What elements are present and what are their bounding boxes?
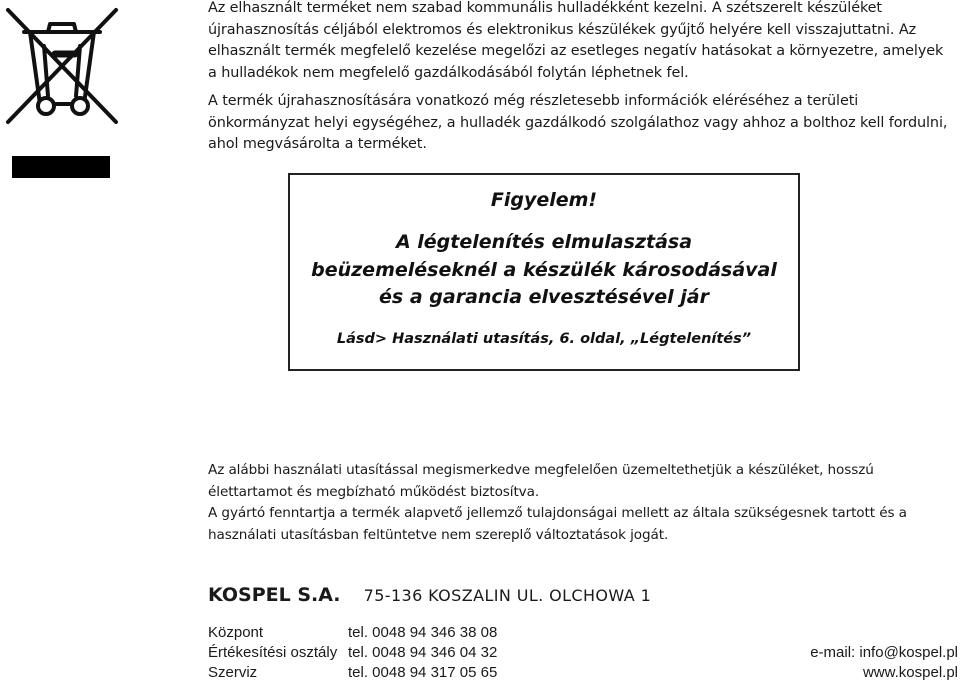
company-address: 75-136 KOSZALIN UL. OLCHOWA 1 (363, 586, 652, 605)
contact-label: Értékesítési osztály (208, 644, 338, 661)
recycling-paragraph-1: Az elhasznált terméket nem szabad kommunális hulladékként kezelni. A szétszerelt készüléket újrahasznosítás céljából elektromos és elektronikus készülékek gyűjtő helyére kell visszajuttatni. Az elhasznált termék megfelelő kezelése megelőzi az esetleges negatív hatásokat a környezetre, amelyek a hulladékok nem megfelelő gazdálkodásából folytán léphetnek fel. (208, 0, 944, 81)
weee-marking-bar (12, 156, 110, 178)
warning-title: Figyelem! (490, 189, 598, 211)
info-paragraph-2: A gyártó fenntartja a termék alapvető jellemző tulajdonságai mellett az általa szükségesnek tartott és a használati utasításban feltüntetve nem szereplő változtatások jogát. (208, 505, 907, 543)
recycling-paragraph-2: A termék újrahasznosítására vonatkozó még részletesebb információk eléréséhez a területi önkormányzat helyi egységéhez, a hulladék gazdálkodó szolgálathoz vagy ahhoz a bolthoz kell fordulni, ahol megvásárolta a terméket. (208, 93, 948, 152)
weee-crossed-bin-icon (0, 6, 124, 128)
info-paragraph-1: Az alábbi használati utasítással megismerkedve megfelelően üzemeltethetjük a készüléket, hosszú élettartamot és megbízható működést biztosítva. (208, 462, 874, 500)
contact-list (208, 624, 960, 684)
warning-body: A légtelenítés elmulasztása beüzemeléseknél a készülék károsodásával és a garancia elvesztésével jár (311, 231, 777, 308)
email-link[interactable]: e-mail: info@kospel.pl (810, 644, 958, 661)
warning-box (288, 173, 800, 371)
contact-phone: tel. 0048 94 317 05 65 (348, 664, 498, 681)
contact-row (208, 664, 960, 684)
company-header (208, 584, 651, 606)
contact-row (208, 644, 960, 664)
contact-row (208, 624, 960, 644)
contact-phone: tel. 0048 94 346 04 32 (348, 644, 498, 661)
contact-phone: tel. 0048 94 346 38 08 (348, 624, 498, 641)
company-name: KOSPEL S.A. (208, 584, 341, 606)
website-link[interactable]: www.kospel.pl (862, 664, 958, 681)
contact-label: Szerviz (208, 664, 258, 681)
contact-label: Központ (208, 624, 264, 641)
warning-reference: Lásd> Használati utasítás, 6. oldal, „Légtelenítés” (336, 331, 752, 347)
